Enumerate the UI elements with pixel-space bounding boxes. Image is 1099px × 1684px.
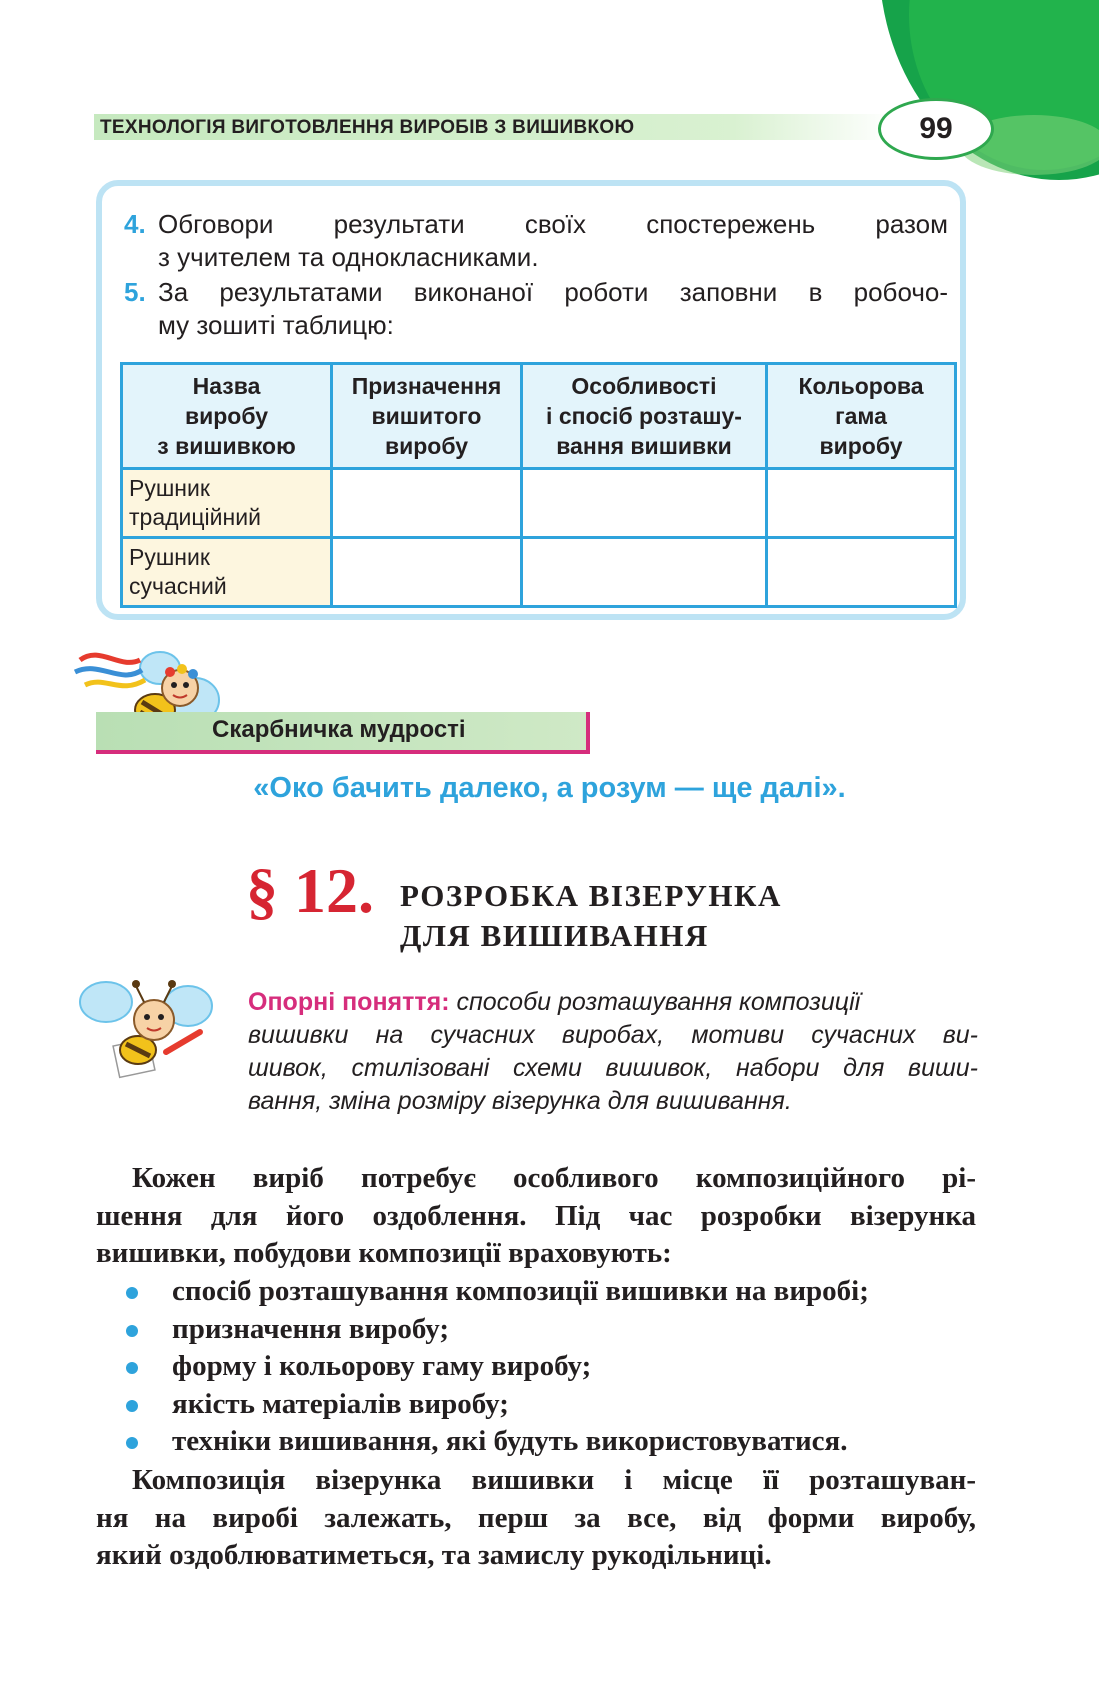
table-header-row — [122, 364, 956, 469]
list-item: техніки вишивання, які будуть використовуватися. — [96, 1423, 986, 1461]
task-item-4 — [124, 208, 948, 274]
row-header-cell: Рушник традиційний — [122, 469, 332, 538]
body-line: Кожен виріб потребує особливого композиційного рі- — [132, 1162, 976, 1194]
page-number — [878, 98, 994, 160]
column-header: Особливості і спосіб розташу- вання вишивки — [522, 364, 767, 469]
key-concepts-text: вишивки на сучасних виробах, мотиви сучасних ви- — [248, 1021, 978, 1049]
empty-cell — [767, 469, 956, 538]
key-concepts-label: Опорні поняття: — [248, 988, 450, 1016]
bullet-icon — [126, 1362, 138, 1374]
task-line: му зошиті таблицю: — [158, 310, 394, 340]
column-header: Кольорова гама виробу — [767, 364, 956, 469]
section-title-line: ДЛЯ ВИШИВАННЯ — [400, 918, 709, 953]
key-concepts-text: вання, зміна розміру візерунка для вишивання. — [248, 1087, 792, 1115]
empty-cell — [332, 538, 522, 607]
bullet-icon — [126, 1437, 138, 1449]
empty-cell — [522, 469, 767, 538]
wisdom-banner — [96, 712, 590, 754]
task-item-5 — [124, 276, 948, 342]
worksheet-table — [120, 362, 957, 608]
empty-cell — [522, 538, 767, 607]
running-title: ТЕХНОЛОГІЯ ВИГОТОВЛЕННЯ ВИРОБІВ З ВИШИВКОЮ — [100, 117, 635, 138]
bullet-icon — [126, 1287, 138, 1299]
body-line: Композиція візерунка вишивки і місце її розташуван- — [132, 1464, 976, 1496]
key-concepts-text: способи розташування композиції — [456, 988, 861, 1016]
task-line: Обговори результати своїх спостережень разом — [158, 209, 948, 239]
bullet-icon — [126, 1400, 138, 1412]
list-item: форму і кольорову гаму виробу; — [96, 1348, 986, 1386]
body-line: вишивки, побудови композиції враховують: — [96, 1237, 672, 1269]
column-header: Призначення вишитого виробу — [332, 364, 522, 469]
body-line: шення для його оздоблення. Під час розробки візерунка — [96, 1199, 976, 1232]
page-number-text: 99 — [919, 112, 953, 145]
empty-cell — [332, 469, 522, 538]
list-item: якість матеріалів виробу; — [96, 1386, 986, 1424]
section-title-line: РОЗРОБКА ВІЗЕРУНКА — [400, 878, 782, 913]
key-concepts — [248, 986, 978, 1118]
table-row — [122, 469, 956, 538]
task-line: За результатами виконаної роботи заповни в робочо- — [158, 277, 948, 307]
body-paragraph — [96, 1160, 976, 1273]
factors-list — [96, 1273, 986, 1461]
row-header-cell: Рушник сучасний — [122, 538, 332, 607]
table-row — [122, 538, 956, 607]
task-number: 5. — [124, 277, 146, 307]
body-paragraph — [96, 1462, 976, 1575]
list-item: призначення виробу; — [96, 1311, 986, 1349]
wisdom-title: Скарбничка мудрості — [212, 716, 466, 743]
section-title — [400, 876, 782, 956]
list-item: спосіб розташування композиції вишивки на виробі; — [96, 1273, 986, 1311]
bullet-icon — [126, 1325, 138, 1337]
body-line: який оздоблюватиметься, та замислу рукодільниці. — [96, 1539, 772, 1571]
task-number: 4. — [124, 209, 146, 239]
running-header — [94, 114, 894, 140]
bee-writing-icon — [76, 972, 216, 1082]
task-box — [96, 180, 966, 620]
section-number: § 12. — [246, 855, 374, 926]
column-header: Назва виробу з вишивкою — [122, 364, 332, 469]
task-line: з учителем та однокласниками. — [158, 242, 539, 272]
key-concepts-text: шивок, стилізовані схеми вишивок, набори для виши- — [248, 1054, 978, 1082]
proverb: «Око бачить далеко, а розум — ще далі». — [253, 772, 846, 804]
empty-cell — [767, 538, 956, 607]
body-line: ня на виробі залежать, перш за все, від форми виробу, — [96, 1501, 976, 1534]
